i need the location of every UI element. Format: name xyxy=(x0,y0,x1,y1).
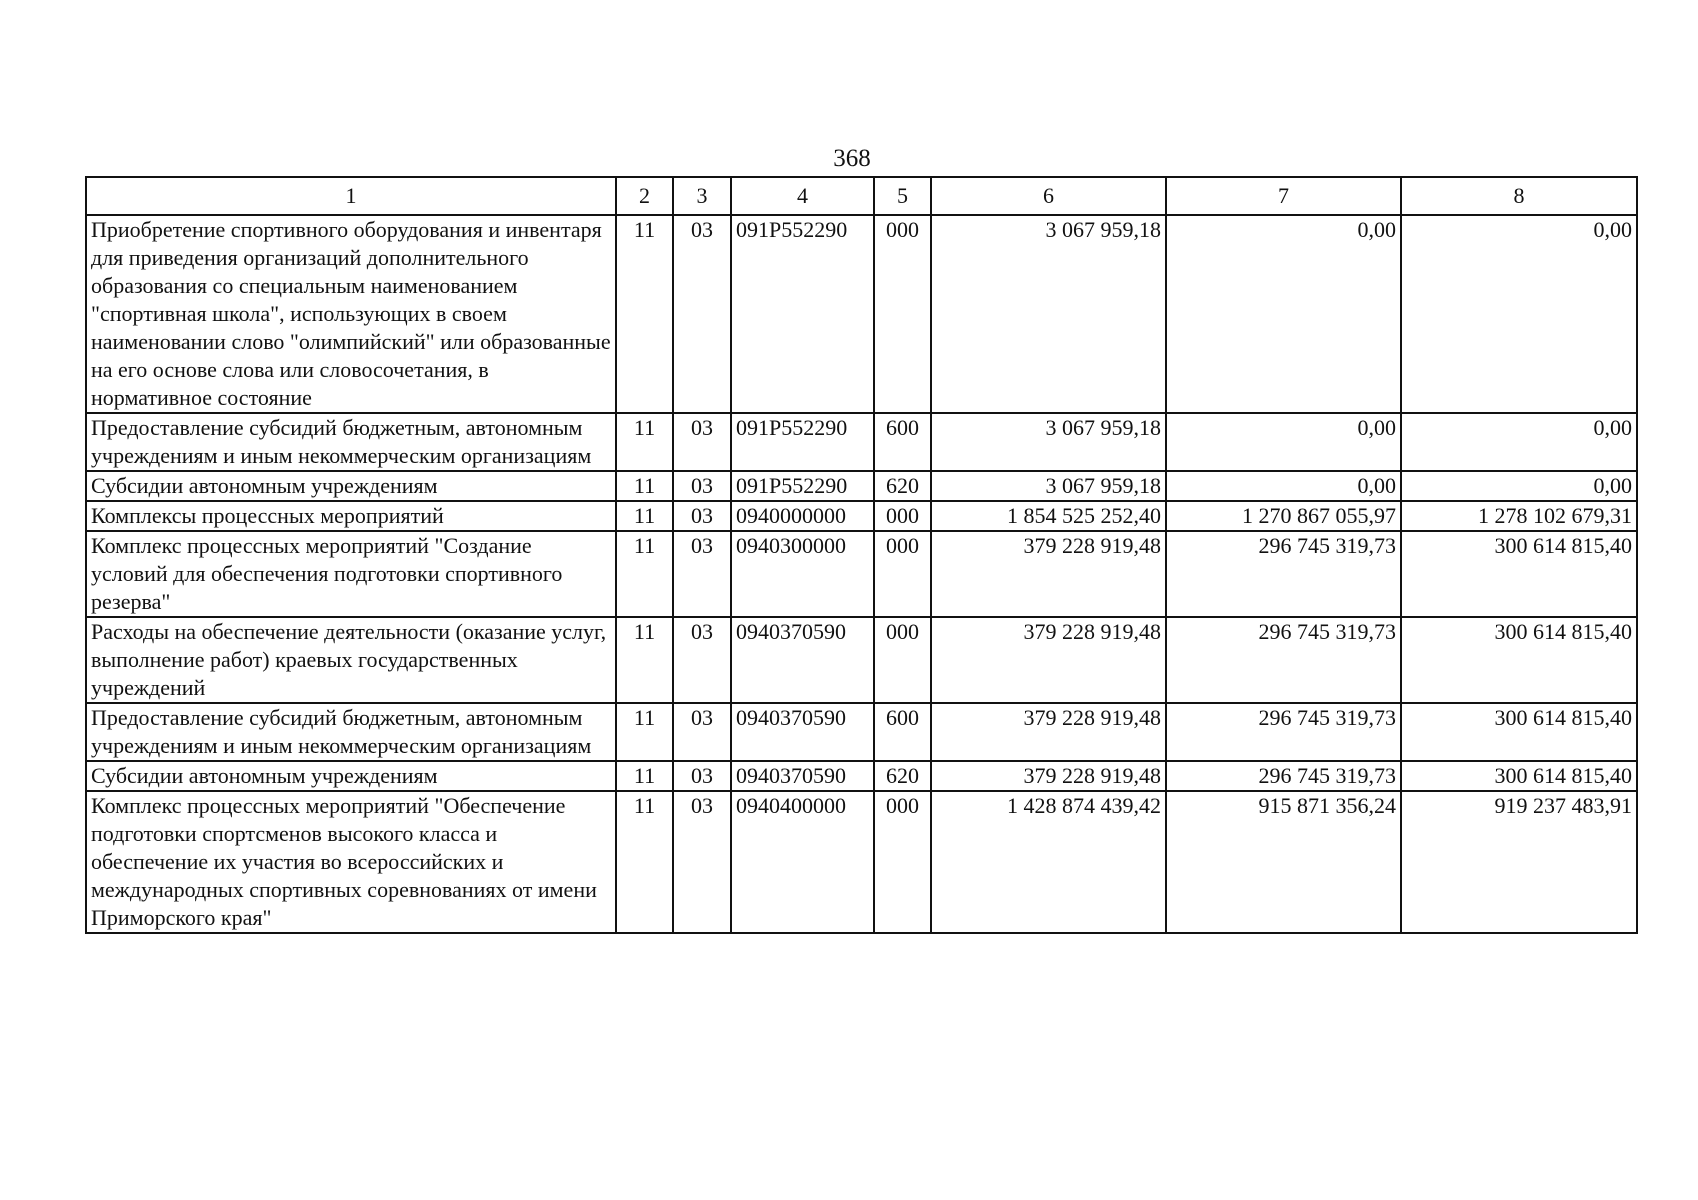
row-amount-col8: 0,00 xyxy=(1401,413,1637,471)
row-name: Предоставление субсидий бюджетным, автономным учреждениям и иным некоммерческим организациям xyxy=(86,703,616,761)
row-name: Субсидии автономным учреждениям xyxy=(86,471,616,501)
row-amount-col8: 1 278 102 679,31 xyxy=(1401,501,1637,531)
row-subsection: 03 xyxy=(673,761,731,791)
row-target-article: 0940000000 xyxy=(731,501,874,531)
row-subsection: 03 xyxy=(673,471,731,501)
header-col-4: 4 xyxy=(731,177,874,215)
row-amount-col7: 296 745 319,73 xyxy=(1166,617,1401,703)
row-name: Комплекс процессных мероприятий "Создание условий для обеспечения подготовки спортивного резерва" xyxy=(86,531,616,617)
row-name: Комплексы процессных мероприятий xyxy=(86,501,616,531)
header-col-2: 2 xyxy=(616,177,673,215)
table-row xyxy=(86,703,1637,761)
row-amount-col7: 0,00 xyxy=(1166,413,1401,471)
row-amount-col7: 296 745 319,73 xyxy=(1166,531,1401,617)
row-subsection: 03 xyxy=(673,531,731,617)
row-amount-col6: 3 067 959,18 xyxy=(931,413,1166,471)
row-expense-type: 600 xyxy=(874,703,931,761)
row-expense-type: 620 xyxy=(874,471,931,501)
row-amount-col6: 379 228 919,48 xyxy=(931,761,1166,791)
page-number: 368 xyxy=(833,145,871,172)
row-amount-col6: 1 428 874 439,42 xyxy=(931,791,1166,933)
row-amount-col8: 300 614 815,40 xyxy=(1401,761,1637,791)
row-section: 11 xyxy=(616,761,673,791)
row-amount-col8: 300 614 815,40 xyxy=(1401,617,1637,703)
row-amount-col7: 915 871 356,24 xyxy=(1166,791,1401,933)
row-amount-col7: 296 745 319,73 xyxy=(1166,761,1401,791)
table-row xyxy=(86,791,1637,933)
row-target-article: 0940370590 xyxy=(731,703,874,761)
table-row xyxy=(86,617,1637,703)
row-section: 11 xyxy=(616,413,673,471)
row-amount-col8: 919 237 483,91 xyxy=(1401,791,1637,933)
table-body xyxy=(86,215,1637,933)
row-amount-col8: 0,00 xyxy=(1401,215,1637,413)
row-section: 11 xyxy=(616,501,673,531)
row-name: Предоставление субсидий бюджетным, автономным учреждениям и иным некоммерческим организациям xyxy=(86,413,616,471)
row-subsection: 03 xyxy=(673,215,731,413)
table-row xyxy=(86,215,1637,413)
row-subsection: 03 xyxy=(673,617,731,703)
row-amount-col8: 300 614 815,40 xyxy=(1401,703,1637,761)
row-amount-col6: 3 067 959,18 xyxy=(931,215,1166,413)
row-target-article: 091P552290 xyxy=(731,215,874,413)
row-name: Приобретение спортивного оборудования и инвентаря для приведения организаций дополнительного образования со специальным наименованием "спортивная школа", использующих в своем наименовании слово "олимпийский" или образованные на его основе слова или словосочетания, в нормативное состояние xyxy=(86,215,616,413)
header-col-5: 5 xyxy=(874,177,931,215)
row-name: Расходы на обеспечение деятельности (оказание услуг, выполнение работ) краевых государственных учреждений xyxy=(86,617,616,703)
row-amount-col6: 379 228 919,48 xyxy=(931,617,1166,703)
budget-table xyxy=(85,176,1638,934)
row-amount-col7: 0,00 xyxy=(1166,471,1401,501)
table-header xyxy=(86,177,1637,215)
row-expense-type: 000 xyxy=(874,215,931,413)
row-target-article: 0940370590 xyxy=(731,617,874,703)
row-section: 11 xyxy=(616,471,673,501)
header-col-3: 3 xyxy=(673,177,731,215)
row-amount-col8: 300 614 815,40 xyxy=(1401,531,1637,617)
header-col-8: 8 xyxy=(1401,177,1637,215)
table-row xyxy=(86,531,1637,617)
table-row xyxy=(86,501,1637,531)
row-target-article: 091P552290 xyxy=(731,413,874,471)
row-amount-col6: 1 854 525 252,40 xyxy=(931,501,1166,531)
row-expense-type: 000 xyxy=(874,617,931,703)
row-subsection: 03 xyxy=(673,413,731,471)
table-row xyxy=(86,761,1637,791)
row-amount-col7: 296 745 319,73 xyxy=(1166,703,1401,761)
row-amount-col6: 3 067 959,18 xyxy=(931,471,1166,501)
row-name: Комплекс процессных мероприятий "Обеспечение подготовки спортсменов высокого класса и обеспечение их участия во всероссийских и международных спортивных соревнованиях от имени Приморского края" xyxy=(86,791,616,933)
row-expense-type: 620 xyxy=(874,761,931,791)
row-subsection: 03 xyxy=(673,791,731,933)
header-col-1: 1 xyxy=(86,177,616,215)
row-amount-col6: 379 228 919,48 xyxy=(931,703,1166,761)
row-subsection: 03 xyxy=(673,501,731,531)
header-col-7: 7 xyxy=(1166,177,1401,215)
row-expense-type: 600 xyxy=(874,413,931,471)
row-amount-col6: 379 228 919,48 xyxy=(931,531,1166,617)
row-section: 11 xyxy=(616,703,673,761)
header-row xyxy=(86,177,1637,215)
row-expense-type: 000 xyxy=(874,791,931,933)
row-subsection: 03 xyxy=(673,703,731,761)
row-target-article: 0940300000 xyxy=(731,531,874,617)
row-target-article: 0940400000 xyxy=(731,791,874,933)
row-amount-col8: 0,00 xyxy=(1401,471,1637,501)
row-section: 11 xyxy=(616,617,673,703)
row-expense-type: 000 xyxy=(874,531,931,617)
row-section: 11 xyxy=(616,531,673,617)
row-amount-col7: 1 270 867 055,97 xyxy=(1166,501,1401,531)
table-row xyxy=(86,413,1637,471)
table-row xyxy=(86,471,1637,501)
row-name: Субсидии автономным учреждениям xyxy=(86,761,616,791)
row-expense-type: 000 xyxy=(874,501,931,531)
row-target-article: 0940370590 xyxy=(731,761,874,791)
header-col-6: 6 xyxy=(931,177,1166,215)
row-section: 11 xyxy=(616,791,673,933)
row-section: 11 xyxy=(616,215,673,413)
row-amount-col7: 0,00 xyxy=(1166,215,1401,413)
row-target-article: 091P552290 xyxy=(731,471,874,501)
